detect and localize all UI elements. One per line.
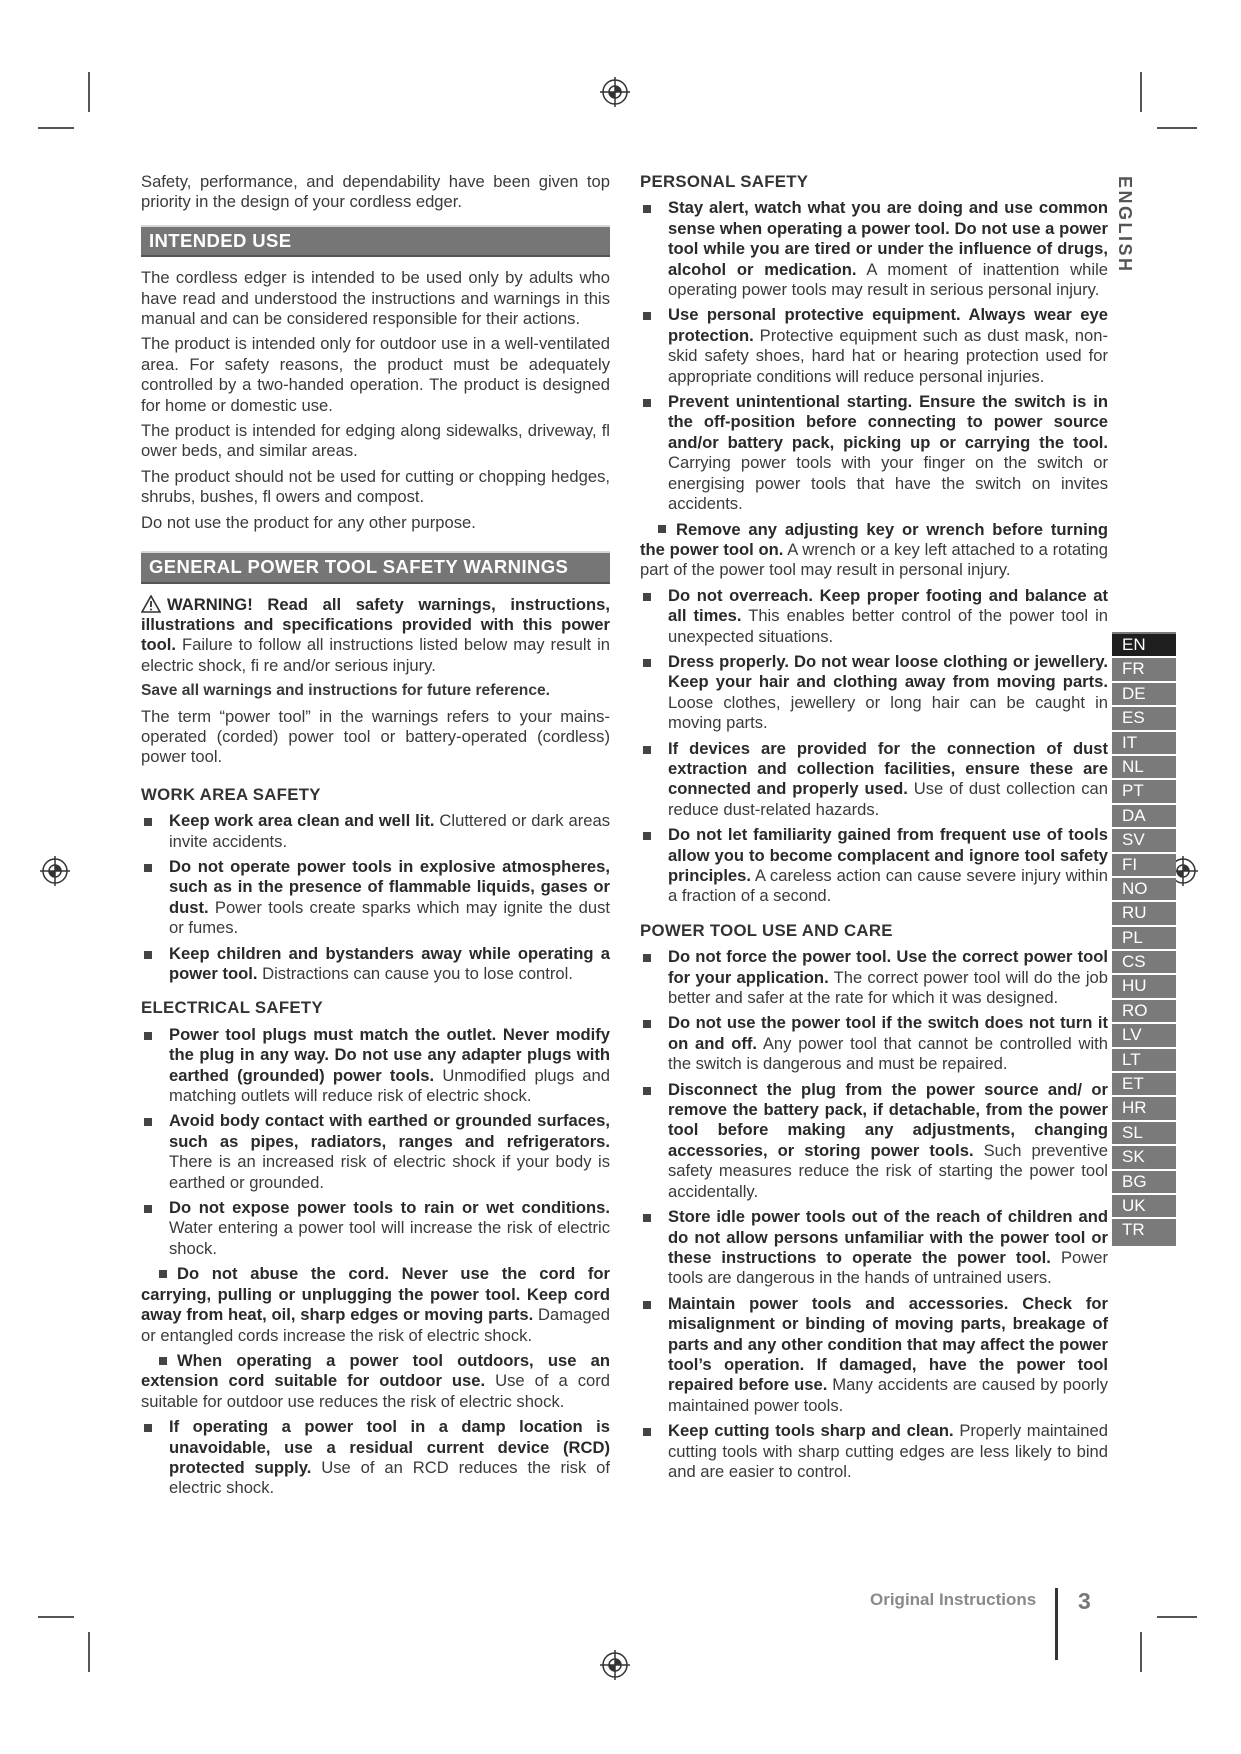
work-area-list (141, 811, 610, 984)
list-item: Do not overreach. Keep proper footing and balance at all times. This enables better control of the power tool in unexpected situations. (640, 586, 1108, 647)
bullet-square-icon (643, 312, 651, 320)
bullet-square-icon (144, 1032, 152, 1040)
registration-mark-icon (40, 856, 70, 886)
list-item: If operating a power tool in a damp location is unavoidable, use a residual current device (RCD) protected supply. Use of an RCD reduces the risk of electric shock. (141, 1417, 610, 1499)
intended-use-paragraph: Do not use the product for any other purpose. (141, 512, 476, 532)
bullet-square-icon (144, 818, 152, 826)
work-area-heading: WORK AREA SAFETY (141, 784, 321, 804)
crop-mark (1140, 72, 1142, 112)
language-tab-hr[interactable]: HR (1112, 1097, 1176, 1121)
list-item: Power tool plugs must match the outlet. Never modify the plug in any way. Do not use any adapter plugs with earthed (grounded) power tools. Unmodified plugs and matching outlets will reduce risk of electric shock. (141, 1025, 610, 1107)
list-item: Avoid body contact with earthed or grounded surfaces, such as pipes, radiators, ranges and refrigerators. There is an increased risk of electric shock if your body is earthed or grounded. (141, 1111, 610, 1193)
language-tab-it[interactable]: IT (1112, 732, 1176, 756)
intended-use-paragraph: The product is intended only for outdoor use in a well-ventilated area. For safety reasons, the product must be adequately controlled by a two-handed operation. The product is designed for home or domestic use. (141, 334, 610, 415)
language-tab-en[interactable]: EN (1112, 634, 1176, 658)
bullet-square-icon (144, 951, 152, 959)
personal-safety-list (640, 198, 1108, 906)
list-item: Maintain power tools and accessories. Check for misalignment or binding of moving parts, breakage of parts and any other condition that may affect the power tool’s operation. If damaged, have the power tool repaired before use. Many accidents are caused by poorly maintained power tools. (640, 1294, 1108, 1416)
language-tab-ru[interactable]: RU (1112, 902, 1176, 926)
bullet-square-icon (144, 1118, 152, 1126)
intended-use-paragraph: The product is intended for edging along sidewalks, driveway, fl ower beds, and similar areas. (141, 421, 610, 461)
language-tab-da[interactable]: DA (1112, 805, 1176, 829)
bullet-square-icon (643, 1428, 651, 1436)
general-warnings-heading: GENERAL POWER TOOL SAFETY WARNINGS (141, 551, 610, 583)
language-tab-sk[interactable]: SK (1112, 1146, 1176, 1170)
footer-label: Original Instructions (870, 1590, 1037, 1609)
list-item: Keep cutting tools sharp and clean. Properly maintained cutting tools with sharp cutting edges are less likely to bind and are easier to control. (640, 1421, 1108, 1482)
power-tool-term-paragraph: The term “power tool” in the warnings refers to your mains-operated (corded) power tool or battery-operated (cordless) power tool. (141, 706, 610, 767)
list-item: Do not abuse the cord. Never use the cord for carrying, pulling or unplugging the power tool. Keep cord away from heat, oil, sharp edges or moving parts. Damaged or entangled cords increase the risk of electric shock. (141, 1264, 611, 1345)
warning-bold: WARNING! Read all safety warnings, instructions, illustrations and specifications provided with this power tool. (141, 594, 610, 655)
language-tab-et[interactable]: ET (1112, 1073, 1176, 1097)
language-tab-lv[interactable]: LV (1112, 1024, 1176, 1048)
list-item: If devices are provided for the connection of dust extraction and collection facilities, ensure these are connected and properly used. Use of dust collection can reduce dust-related hazards. (640, 739, 1108, 821)
list-item: Do not force the power tool. Use the correct power tool for your application. The correct power tool will do the job better and safer at the rate for which it was designed. (640, 947, 1108, 1008)
warning-rest: Failure to follow all instructions listed below may result in electric shock, fi re and/or serious injury. (141, 635, 610, 675)
bullet-square-icon (159, 1357, 167, 1365)
crop-mark (88, 1632, 90, 1672)
save-warnings-note: Save all warnings and instructions for future reference. (141, 682, 551, 700)
crop-mark (1157, 1616, 1197, 1618)
language-tab-hu[interactable]: HU (1112, 975, 1176, 999)
language-tab-no[interactable]: NO (1112, 878, 1176, 902)
bullet-square-icon (144, 1424, 152, 1432)
bullet-square-icon (643, 205, 651, 213)
electrical-heading: ELECTRICAL SAFETY (141, 998, 323, 1018)
intro-paragraph: Safety, performance, and dependability have been given top priority in the design of your cordless edger. (141, 172, 610, 212)
bullet-square-icon (643, 954, 651, 962)
bullet-square-icon (643, 1087, 651, 1095)
bullet-square-icon (643, 659, 651, 667)
registration-mark-icon (600, 1650, 630, 1680)
list-item: Do not let familiarity gained from frequent use of tools allow you to become complacent and ignore tool safety principles. A careless action can cause severe injury within a fraction of a second. (640, 825, 1108, 907)
crop-mark (88, 72, 90, 112)
bullet-square-icon (159, 1270, 167, 1278)
bullet-square-icon (144, 1205, 152, 1213)
list-item: Do not use the power tool if the switch does not turn it on and off. Any power tool that cannot be controlled with the switch is dangerous and must be repaired. (640, 1013, 1108, 1074)
list-item: Prevent unintentional starting. Ensure the switch is in the off-position before connecting to power source and/or battery pack, picking up or carrying the tool. Carrying power tools with your finger on the switch or energising power tools that have the switch on invites accidents. (640, 392, 1108, 514)
list-item: Dress properly. Do not wear loose clothing or jewellery. Keep your hair and clothing away from moving parts. Loose clothes, jewellery or long hair can be caught in moving parts. (640, 652, 1108, 734)
crop-mark (38, 1616, 74, 1618)
bullet-square-icon (658, 525, 666, 533)
list-item: Keep children and bystanders away while operating a power tool. Distractions can cause you to lose control. (141, 944, 610, 985)
bullet-square-icon (144, 864, 152, 872)
bullet-square-icon (643, 399, 651, 407)
language-tab-ro[interactable]: RO (1112, 1000, 1176, 1024)
bullet-square-icon (643, 1214, 651, 1222)
list-item: Remove any adjusting key or wrench before turning the power tool on. A wrench or a key left attached to a rotating part of the power tool may result in personal injury. (640, 519, 1108, 580)
intended-use-heading: INTENDED USE (141, 225, 610, 257)
crop-mark (38, 127, 74, 129)
language-tab-fi[interactable]: FI (1112, 854, 1176, 878)
list-item: Disconnect the plug from the power source and/ or remove the battery pack, if detachable, from the power tool before making any adjustments, changing accessories, or storing power tools. Such preventive safety measures reduce the risk of starting the power tool accidentally. (640, 1080, 1108, 1202)
language-tab-uk[interactable]: UK (1112, 1195, 1176, 1219)
right-column (640, 172, 1108, 1487)
bullet-square-icon (643, 1020, 651, 1028)
footer-divider (1055, 1588, 1058, 1660)
language-tab-nl[interactable]: NL (1112, 756, 1176, 780)
list-item: Do not operate power tools in explosive atmospheres, such as in the presence of flammable liquids, gases or dust. Power tools create sparks which may ignite the dust or fumes. (141, 857, 610, 939)
page-number: 3 (1078, 1588, 1091, 1614)
crop-mark (1140, 1632, 1142, 1672)
language-tab-list (1112, 632, 1176, 1246)
language-vertical-label: ENGLISH (1115, 176, 1135, 274)
list-item: Use personal protective equipment. Always wear eye protection. Protective equipment such as dust mask, non-skid safety shoes, hard hat or hearing protection used for appropriate conditions will reduce personal injuries. (640, 305, 1108, 387)
list-item: Stay alert, watch what you are doing and use common sense when operating a power tool. Do not use a power tool while you are tired or under the influence of drugs, alcohol or medication. A moment of inattention while operating power tools may result in serious personal injury. (640, 198, 1108, 300)
language-tab-bg[interactable]: BG (1112, 1171, 1176, 1195)
list-item: Store idle power tools out of the reach of children and do not allow persons unfamiliar with the power tool or these instructions to operate the power tool. Power tools are dangerous in the hands of untrained users. (640, 1207, 1108, 1289)
language-tab-pt[interactable]: PT (1112, 780, 1176, 804)
language-tab-de[interactable]: DE (1112, 683, 1176, 707)
tool-use-care-heading: POWER TOOL USE AND CARE (640, 920, 893, 940)
intended-use-paragraph: The product should not be used for cutting or chopping hedges, shrubs, bushes, fl owers and compost. (141, 466, 610, 507)
bullet-square-icon (643, 832, 651, 840)
language-tab-pl[interactable]: PL (1112, 927, 1176, 951)
list-item: Do not expose power tools to rain or wet conditions. Water entering a power tool will increase the risk of electric shock. (141, 1198, 610, 1259)
language-tab-fr[interactable]: FR (1112, 658, 1176, 682)
language-tab-sv[interactable]: SV (1112, 829, 1176, 853)
bullet-square-icon (643, 1301, 651, 1309)
language-tab-lt[interactable]: LT (1112, 1049, 1176, 1073)
warning-paragraph (141, 595, 610, 677)
tool-use-care-list (640, 947, 1108, 1482)
electrical-list (141, 1025, 610, 1499)
list-item: Keep work area clean and well lit. Cluttered or dark areas invite accidents. (141, 811, 610, 852)
list-item: When operating a power tool outdoors, use an extension cord suitable for outdoor use. Use of a cord suitable for outdoor use reduces the risk of electric shock. (141, 1350, 610, 1411)
crop-mark (1157, 127, 1197, 129)
language-tab-es[interactable]: ES (1112, 707, 1176, 731)
left-column (141, 172, 610, 1504)
intended-use-paragraph: The cordless edger is intended to be used only by adults who have read and understood the instructions and warnings in this manual and can be considered responsible for their actions. (141, 268, 610, 329)
warning-triangle-icon (141, 595, 161, 613)
registration-mark-icon (600, 77, 630, 107)
personal-safety-heading: PERSONAL SAFETY (640, 172, 809, 191)
bullet-square-icon (643, 593, 651, 601)
language-tab-sl[interactable]: SL (1112, 1122, 1176, 1146)
bullet-square-icon (643, 746, 651, 754)
language-tab-tr[interactable]: TR (1122, 1220, 1145, 1240)
language-tab-cs[interactable]: CS (1112, 951, 1176, 975)
